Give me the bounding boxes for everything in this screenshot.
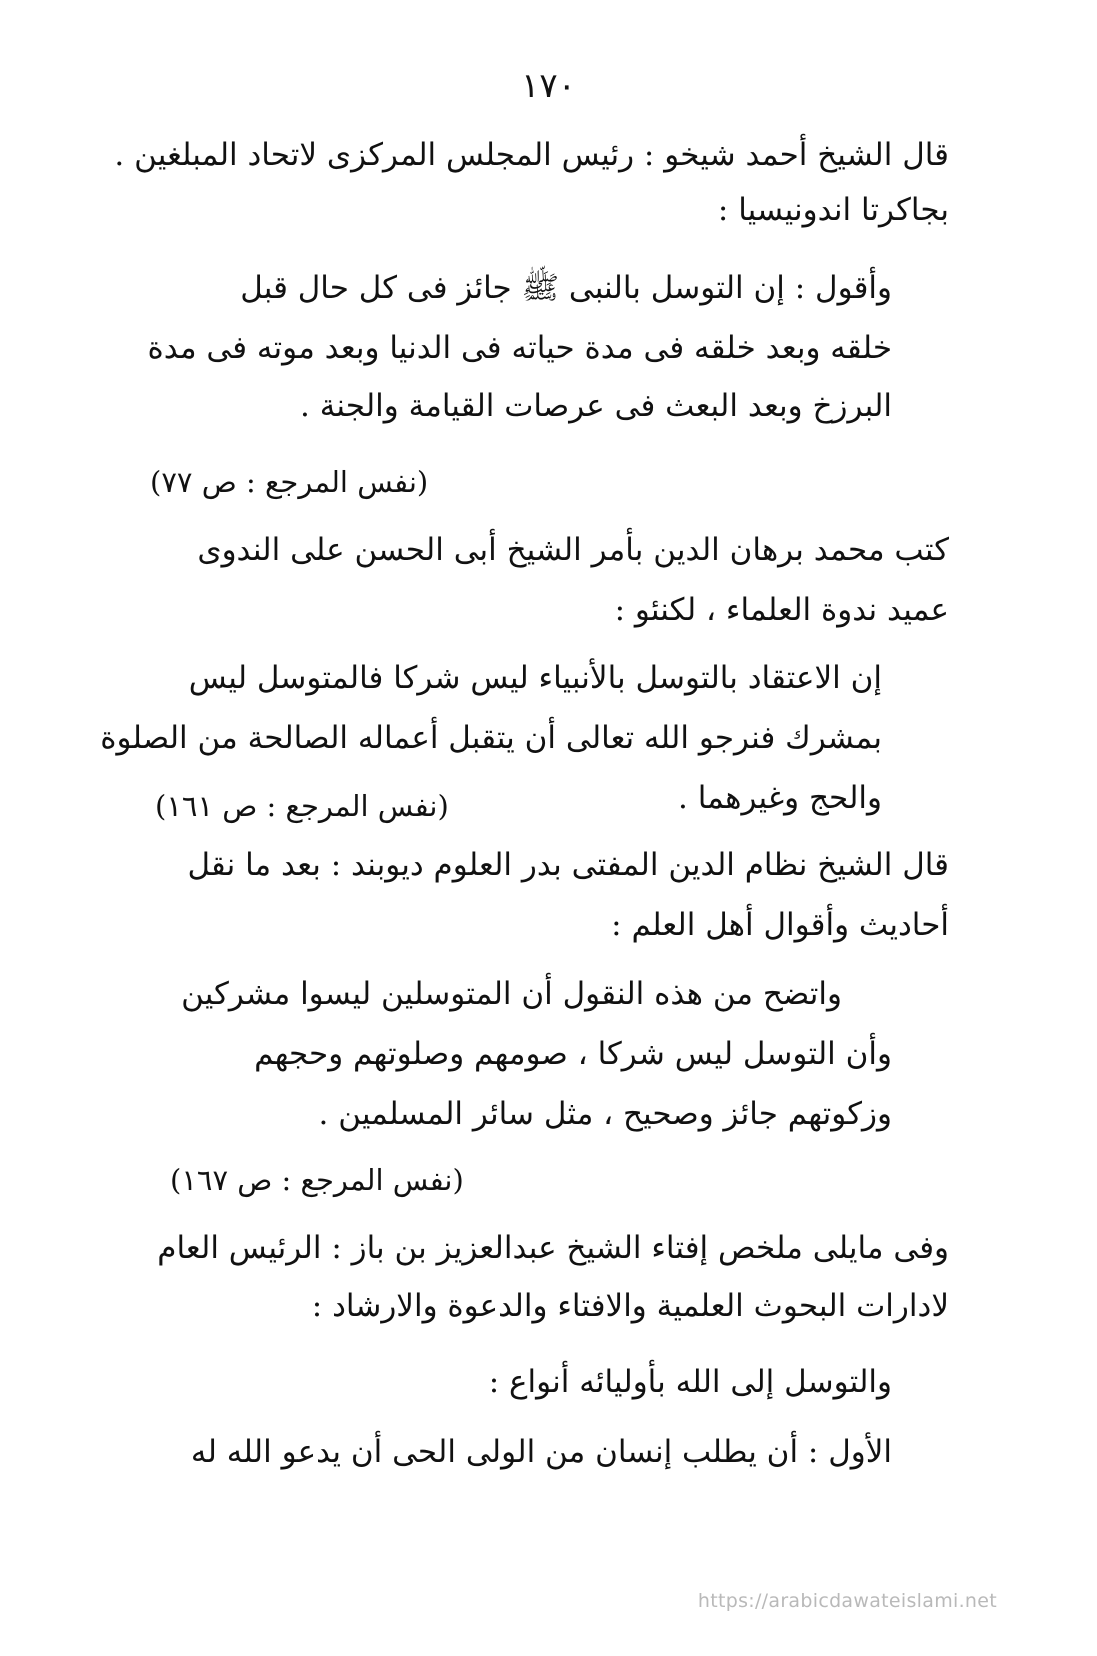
- reference-citation: (نفس المرجع : ص ١٦٧): [170, 1163, 464, 1197]
- text-line: وفى مايلى ملخص إفتاء الشيخ عبدالعزيز بن باز : الرئيس العام: [157, 1230, 949, 1266]
- text-line: الأول : أن يطلب إنسان من الولى الحى أن يدعو الله له: [190, 1434, 892, 1470]
- text-line: إن الاعتقاد بالتوسل بالأنبياء ليس شركا فالمتوسل ليس: [188, 660, 882, 696]
- page-number: ١٧٠: [521, 66, 576, 106]
- reference-citation: (نفس المرجع : ص ١٦١): [155, 789, 449, 823]
- text-line: عميد ندوة العلماء ، لكنئو :: [614, 592, 949, 628]
- text-line: أحاديث وأقوال أهل العلم :: [611, 907, 949, 943]
- text-line: خلقه وبعد خلقه فى مدة حياته فى الدنيا وبعد موته فى مدة: [147, 330, 892, 366]
- text-line: لادارات البحوث العلمية والافتاء والدعوة والارشاد :: [311, 1288, 949, 1324]
- text-line: وأن التوسل ليس شركا ، صومهم وصلوتهم وحجهم: [254, 1036, 892, 1072]
- text-line: كتب محمد برهان الدين بأمر الشيخ أبى الحسن على الندوى: [197, 532, 949, 568]
- text-line: قال الشيخ نظام الدين المفتى بدر العلوم ديوبند : بعد ما نقل: [187, 847, 949, 883]
- text-line: قال الشيخ أحمد شيخو : رئيس المجلس المركزى لاتحاد المبلغين .: [114, 137, 949, 173]
- text-line: وزكوتهم جائز وصحيح ، مثل سائر المسلمين .: [318, 1096, 892, 1132]
- text-line: بجاكرتا اندونيسيا :: [717, 192, 949, 228]
- text-line: واتضح من هذه النقول أن المتوسلين ليسوا مشركين: [181, 976, 842, 1012]
- text-line: وأقول : إن التوسل بالنبى ﷺ جائز فى كل حال قبل: [240, 270, 892, 306]
- text-line: والتوسل إلى الله بأوليائه أنواع :: [488, 1364, 892, 1400]
- reference-citation: (نفس المرجع : ص ٧٧): [150, 465, 429, 499]
- text-line: البرزخ وبعد البعث فى عرصات القيامة والجنة .: [300, 388, 892, 424]
- watermark-url: https://arabicdawateislami.net: [697, 1590, 997, 1612]
- text-line: والحج وغيرهما .: [678, 780, 882, 816]
- text-line: بمشرك فنرجو الله تعالى أن يتقبل أعماله الصالحة من الصلوة: [100, 720, 882, 756]
